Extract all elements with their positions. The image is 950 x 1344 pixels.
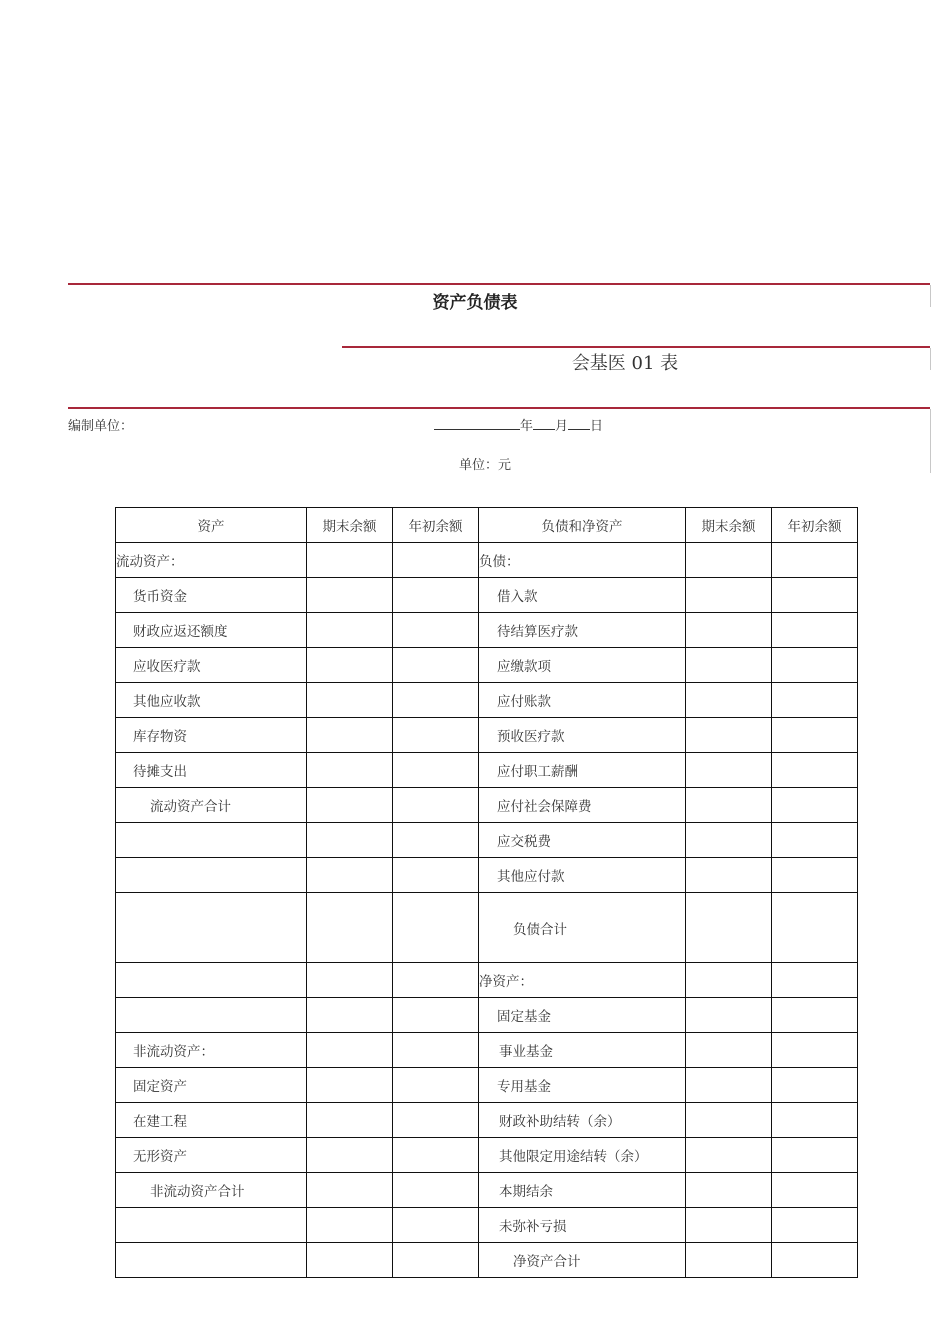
value-cell[interactable] — [307, 998, 393, 1033]
value-cell[interactable] — [686, 1068, 772, 1103]
value-cell[interactable] — [772, 788, 858, 823]
value-cell[interactable] — [393, 1173, 479, 1208]
header-assets: 资产 — [116, 508, 307, 543]
liability-label: 借入款 — [479, 578, 686, 613]
value-cell[interactable] — [393, 788, 479, 823]
liability-label: 应交税费 — [479, 823, 686, 858]
day-blank — [568, 417, 590, 430]
value-cell[interactable] — [772, 648, 858, 683]
value-cell[interactable] — [686, 788, 772, 823]
value-cell[interactable] — [686, 1208, 772, 1243]
value-cell[interactable] — [307, 543, 393, 578]
value-cell[interactable] — [772, 543, 858, 578]
month-blank — [533, 417, 555, 430]
liability-label: 应付社会保障费 — [479, 788, 686, 823]
value-cell[interactable] — [772, 1138, 858, 1173]
table-row — [116, 718, 858, 753]
value-cell[interactable] — [686, 1103, 772, 1138]
table-row — [116, 963, 858, 998]
value-cell[interactable] — [393, 578, 479, 613]
value-cell[interactable] — [307, 683, 393, 718]
value-cell[interactable] — [393, 998, 479, 1033]
value-cell[interactable] — [393, 893, 479, 963]
asset-label — [116, 858, 307, 893]
liability-label: 事业基金 — [479, 1033, 686, 1068]
value-cell[interactable] — [772, 1208, 858, 1243]
table-row — [116, 543, 858, 578]
value-cell[interactable] — [393, 648, 479, 683]
value-cell[interactable] — [393, 1243, 479, 1278]
value-cell[interactable] — [307, 1138, 393, 1173]
liability-label: 负债： — [479, 543, 686, 578]
table-row — [116, 578, 858, 613]
form-number: 会基医 01 表 — [571, 353, 679, 374]
value-cell[interactable] — [307, 823, 393, 858]
asset-label — [116, 963, 307, 998]
value-cell[interactable] — [393, 1138, 479, 1173]
asset-label: 非流动资产： — [116, 1033, 307, 1068]
year-label: 年 — [520, 419, 534, 434]
value-cell[interactable] — [393, 858, 479, 893]
asset-label: 其他应收款 — [116, 683, 307, 718]
asset-label: 无形资产 — [116, 1138, 307, 1173]
value-cell[interactable] — [393, 1033, 479, 1068]
asset-label: 流动资产合计 — [116, 788, 307, 823]
value-cell[interactable] — [393, 753, 479, 788]
value-cell[interactable] — [772, 1243, 858, 1278]
value-cell[interactable] — [772, 1033, 858, 1068]
value-cell[interactable] — [686, 683, 772, 718]
liability-label: 本期结余 — [479, 1173, 686, 1208]
liability-label: 净资产合计 — [479, 1243, 686, 1278]
value-cell[interactable] — [307, 613, 393, 648]
table-row — [116, 683, 858, 718]
header-assets-closing: 期末余额 — [307, 508, 393, 543]
value-cell[interactable] — [307, 1033, 393, 1068]
asset-label: 在建工程 — [116, 1103, 307, 1138]
year-blank — [434, 417, 520, 430]
header-liabilities: 负债和净资产 — [479, 508, 686, 543]
table-row — [116, 613, 858, 648]
table-row — [116, 1138, 858, 1173]
balance-sheet-table — [115, 507, 858, 1278]
table-row — [116, 788, 858, 823]
value-cell[interactable] — [686, 1138, 772, 1173]
table-row — [116, 1068, 858, 1103]
table-row — [116, 823, 858, 858]
liability-label: 负债合计 — [479, 893, 686, 963]
value-cell[interactable] — [686, 648, 772, 683]
liability-label: 应付账款 — [479, 683, 686, 718]
value-cell[interactable] — [307, 718, 393, 753]
header-liabilities-opening: 年初余额 — [772, 508, 858, 543]
value-cell[interactable] — [772, 613, 858, 648]
value-cell[interactable] — [686, 893, 772, 963]
asset-label: 固定资产 — [116, 1068, 307, 1103]
value-cell[interactable] — [393, 823, 479, 858]
value-cell[interactable] — [686, 578, 772, 613]
value-cell[interactable] — [307, 1068, 393, 1103]
asset-label — [116, 823, 307, 858]
liability-label: 其他应付款 — [479, 858, 686, 893]
value-cell[interactable] — [393, 613, 479, 648]
value-cell[interactable] — [307, 753, 393, 788]
liability-label: 其他限定用途结转（余） — [479, 1138, 686, 1173]
value-cell[interactable] — [307, 1173, 393, 1208]
asset-label: 待摊支出 — [116, 753, 307, 788]
header-liabilities-closing: 期末余额 — [686, 508, 772, 543]
asset-label — [116, 1243, 307, 1278]
liability-label: 净资产： — [479, 963, 686, 998]
value-cell[interactable] — [772, 1173, 858, 1208]
value-cell[interactable] — [772, 578, 858, 613]
value-cell[interactable] — [686, 823, 772, 858]
table-row — [116, 1103, 858, 1138]
value-cell[interactable] — [772, 998, 858, 1033]
asset-label: 应收医疗款 — [116, 648, 307, 683]
liability-label: 应缴款项 — [479, 648, 686, 683]
table-row — [116, 753, 858, 788]
value-cell[interactable] — [307, 1208, 393, 1243]
table-row — [116, 1208, 858, 1243]
compile-unit-label: 编制单位： — [68, 419, 134, 434]
value-cell[interactable] — [393, 1103, 479, 1138]
value-cell[interactable] — [772, 753, 858, 788]
value-cell[interactable] — [307, 893, 393, 963]
value-cell[interactable] — [686, 1033, 772, 1068]
value-cell[interactable] — [772, 823, 858, 858]
value-cell[interactable] — [307, 858, 393, 893]
day-label: 日 — [590, 419, 604, 434]
value-cell[interactable] — [772, 1103, 858, 1138]
liability-label: 固定基金 — [479, 998, 686, 1033]
value-cell[interactable] — [686, 613, 772, 648]
currency-unit: 单位：元 — [459, 458, 512, 473]
liability-label: 应付职工薪酬 — [479, 753, 686, 788]
value-cell[interactable] — [686, 1243, 772, 1278]
asset-label: 流动资产： — [116, 543, 307, 578]
value-cell[interactable] — [393, 1208, 479, 1243]
value-cell[interactable] — [686, 963, 772, 998]
asset-label — [116, 893, 307, 963]
value-cell[interactable] — [393, 718, 479, 753]
value-cell[interactable] — [686, 543, 772, 578]
rule-edge — [930, 409, 931, 473]
value-cell[interactable] — [772, 683, 858, 718]
header-rule — [68, 407, 930, 409]
rule-edge — [930, 348, 931, 370]
value-cell[interactable] — [772, 858, 858, 893]
table-row — [116, 1173, 858, 1208]
form-number-rule — [342, 346, 930, 348]
value-cell[interactable] — [307, 963, 393, 998]
table-row — [116, 648, 858, 683]
value-cell[interactable] — [686, 858, 772, 893]
value-cell[interactable] — [307, 1103, 393, 1138]
asset-label: 库存物资 — [116, 718, 307, 753]
asset-label — [116, 998, 307, 1033]
liability-label: 待结算医疗款 — [479, 613, 686, 648]
liability-label: 未弥补亏损 — [479, 1208, 686, 1243]
value-cell[interactable] — [393, 1068, 479, 1103]
table-row — [116, 858, 858, 893]
table-row — [116, 998, 858, 1033]
table-header-row — [116, 508, 858, 543]
value-cell[interactable] — [393, 543, 479, 578]
value-cell[interactable] — [393, 963, 479, 998]
value-cell[interactable] — [686, 753, 772, 788]
value-cell[interactable] — [686, 718, 772, 753]
value-cell[interactable] — [307, 788, 393, 823]
asset-label: 非流动资产合计 — [116, 1173, 307, 1208]
liability-label: 专用基金 — [479, 1068, 686, 1103]
value-cell[interactable] — [686, 998, 772, 1033]
header-assets-opening: 年初余额 — [393, 508, 479, 543]
value-cell[interactable] — [772, 963, 858, 998]
asset-label: 货币资金 — [116, 578, 307, 613]
value-cell[interactable] — [307, 648, 393, 683]
table-row — [116, 1243, 858, 1278]
value-cell[interactable] — [307, 578, 393, 613]
month-label: 月 — [555, 419, 569, 434]
asset-label — [116, 1208, 307, 1243]
date-line — [434, 415, 603, 434]
liability-label: 财政补助结转（余） — [479, 1103, 686, 1138]
liability-label: 预收医疗款 — [479, 718, 686, 753]
value-cell[interactable] — [686, 1173, 772, 1208]
value-cell[interactable] — [772, 718, 858, 753]
value-cell[interactable] — [772, 893, 858, 963]
value-cell[interactable] — [307, 1243, 393, 1278]
page-title: 资产负债表 — [432, 293, 518, 313]
title-rule-top — [68, 283, 930, 285]
asset-label: 财政应返还额度 — [116, 613, 307, 648]
table-row — [116, 1033, 858, 1068]
value-cell[interactable] — [393, 683, 479, 718]
value-cell[interactable] — [772, 1068, 858, 1103]
table-row — [116, 893, 858, 963]
